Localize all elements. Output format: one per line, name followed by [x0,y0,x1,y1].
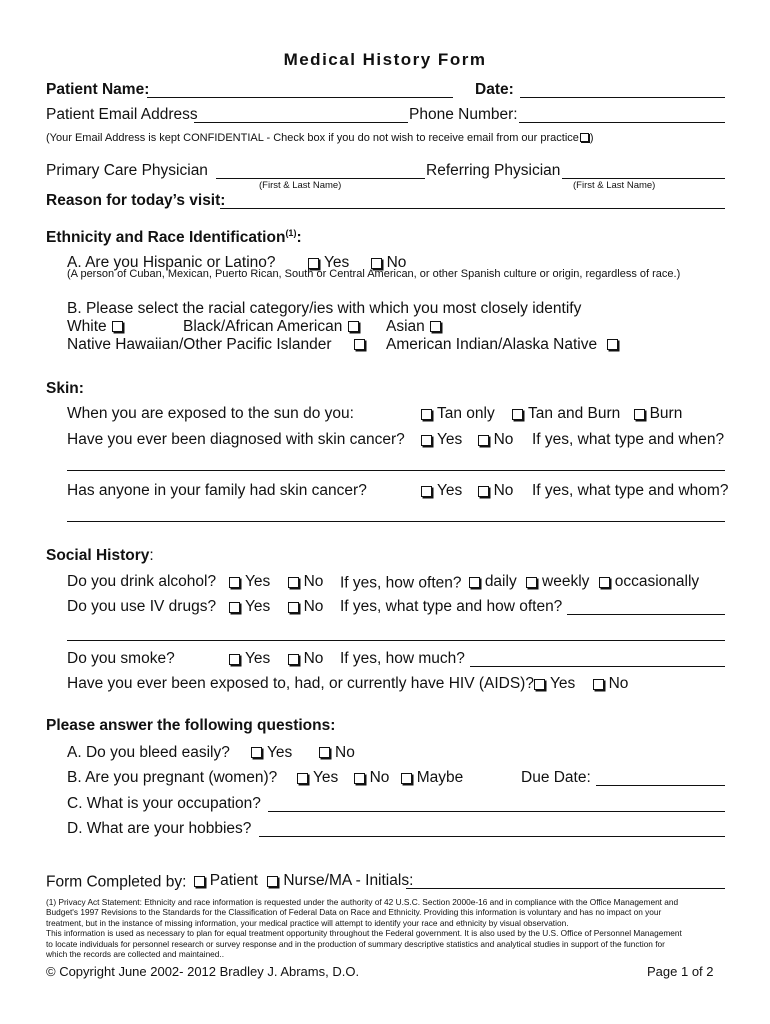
race-black-option[interactable] [183,318,364,336]
weekly-label: weekly [542,573,590,590]
smoke-question: Do you smoke? [67,650,175,667]
iv-yes-option[interactable] [228,598,270,616]
smoke-no-option[interactable] [287,650,324,668]
bleed-yes-label: Yes [267,744,293,761]
iv-no-label: No [303,598,324,615]
skin-cancer-follow: If yes, what type and when? [532,431,725,448]
ethnicity-heading-colon: : [296,229,302,247]
completed-by [46,872,413,892]
skin-cancer-options [420,431,513,451]
footnote-line: which the records are collected and maintained.. [46,949,225,960]
privacy-footnote [46,897,682,959]
iv-yes-label: Yes [245,598,271,615]
referring-hint: (First & Last Name) [573,180,656,191]
referring-label: Referring Physician [426,162,561,179]
iv-no-checkbox[interactable] [288,602,299,613]
footnote-line: to locate individuals for personnel research or survey response and in the production of summary descriptive statistics and analytical studies in support of the function for [46,938,665,949]
family-skin-cancer-follow: If yes, what type and whom? [532,482,729,499]
nurse-checkbox[interactable] [267,876,278,887]
alcohol-yes-option[interactable] [228,573,270,591]
nurse-option[interactable] [266,872,413,890]
smoke-no-label: No [303,650,324,667]
smoke-no-checkbox[interactable] [288,654,299,665]
smoke-yes-checkbox[interactable] [229,654,240,665]
hiv-no-label: No [608,675,629,692]
hispanic-no-checkbox[interactable] [371,258,382,269]
nurse-label: Nurse/MA - Initials: [283,872,414,889]
initials-field[interactable] [406,888,725,889]
iv-question: Do you use IV drugs? [67,598,217,615]
family-yes-label: Yes [437,482,463,499]
family-no-label: No [493,482,514,499]
hiv-yes-label: Yes [550,675,576,692]
hiv-options [533,675,628,695]
hobbies-field[interactable] [259,836,725,837]
copyright: © Copyright June 2002- 2012 Bradley J. Abrams, D.O. [46,964,360,979]
patient-name-label: Patient Name: [46,81,150,98]
hiv-yes-option[interactable] [533,675,575,693]
email-note-text: (Your Email Address is kept CONFIDENTIAL - Check box if you do not wish to receive email from our practice [46,132,579,144]
pregnant-yes-option[interactable] [296,769,338,787]
pcp-hint: (First & Last Name) [259,180,342,191]
phone-label: Phone Number: [409,106,518,123]
skin-cancer-no-label: No [493,431,514,448]
skin-heading: Skin: [46,380,84,397]
family-yes-checkbox[interactable] [421,486,432,497]
race-american-indian-option[interactable] [386,336,623,354]
iv-no-option[interactable] [287,598,324,616]
race-american-indian-checkbox[interactable] [607,339,618,350]
race-asian-checkbox[interactable] [430,321,441,332]
daily-option[interactable] [468,573,517,591]
skin-cancer-question: Have you ever been diagnosed with skin cancer? [67,431,405,448]
family-no-checkbox[interactable] [478,486,489,497]
bleed-yes-option[interactable] [250,744,292,762]
burn-option[interactable] [633,405,683,423]
reason-field[interactable] [220,208,725,209]
tan-only-checkbox[interactable] [421,409,432,420]
race-hawaiian-label: Native Hawaiian/Other Pacific Islander [67,336,332,353]
pcp-field[interactable] [216,178,425,179]
pcp-label: Primary Care Physician [46,162,208,179]
questions-heading: Please answer the following questions: [46,717,336,734]
smoke-answer-field[interactable] [470,666,725,667]
footnote-line: (1) Privacy Act Statement: Ethnicity and race information is requested under the authority of 42 U.S.C. Section 2000e-16 and in compliance with the Office Management and [46,897,679,907]
daily-label: daily [484,573,517,590]
social-heading-colon: : [149,547,154,564]
weekly-option[interactable] [525,573,589,591]
completed-by-label: Form Completed by: [46,873,187,891]
race-question: B. Please select the racial category/ies with which you most closely identify [67,300,582,317]
pregnant-maybe-checkbox[interactable] [401,773,412,784]
burn-label: Burn [649,405,683,422]
family-skin-cancer-question: Has anyone in your family had skin cancer? [67,482,367,499]
email-note-close: ) [589,132,594,144]
weekly-checkbox[interactable] [526,577,537,588]
alcohol-frequency [340,573,699,593]
footnote-line: This information is used as necessary to plan for equal treatment opportunity throughout the Federal government. It is also used by the U.S. Office of Personnel Management [46,928,682,939]
pregnant-maybe-label: Maybe [416,769,464,786]
race-hawaiian-option[interactable] [67,336,370,354]
pregnant-yes-label: Yes [313,769,339,786]
bleed-no-checkbox[interactable] [319,747,330,758]
pregnant-no-option[interactable] [353,769,390,787]
smoke-options [228,650,323,670]
hiv-no-checkbox[interactable] [593,679,604,690]
race-hawaiian-checkbox[interactable] [354,339,365,350]
smoke-yes-option[interactable] [228,650,270,668]
family-skin-cancer-options [420,482,513,502]
social-heading-text: Social History [46,547,150,564]
daily-checkbox[interactable] [469,577,480,588]
patient-label: Patient [209,872,258,889]
iv-options [228,598,323,618]
social-heading [46,547,154,565]
hobbies-question: D. What are your hobbies? [67,820,252,837]
family-no-option[interactable] [477,482,514,500]
alcohol-yes-label: Yes [245,573,271,590]
race-black-checkbox[interactable] [348,321,359,332]
alcohol-options [228,573,323,593]
race-american-indian-label: American Indian/Alaska Native [386,336,598,353]
hispanic-yes-checkbox[interactable] [308,258,319,269]
hiv-yes-checkbox[interactable] [534,679,545,690]
due-date-label: Due Date: [521,769,591,786]
race-white-option[interactable] [67,318,128,336]
hispanic-yes-label: Yes [324,254,350,271]
iv-yes-checkbox[interactable] [229,602,240,613]
alcohol-follow-label: If yes, how often? [340,574,462,592]
pregnant-maybe-option[interactable] [400,769,464,787]
alcohol-question: Do you drink alcohol? [67,573,217,590]
ethnicity-heading [46,228,302,247]
occupation-question: C. What is your occupation? [67,795,261,812]
iv-follow: If yes, what type and how often? [340,598,563,615]
email-label: Patient Email Address [46,106,198,123]
alcohol-no-label: No [303,573,324,590]
pregnant-no-checkbox[interactable] [354,773,365,784]
referring-field[interactable] [562,178,725,179]
hispanic-no-label: No [386,254,407,271]
hiv-no-option[interactable] [592,675,629,693]
skin-cancer-yes-label: Yes [437,431,463,448]
skin-cancer-no-checkbox[interactable] [478,435,489,446]
patient-checkbox[interactable] [194,876,205,887]
sun-options [420,405,682,425]
footnote-ref: (1) [285,228,297,238]
bleed-no-label: No [335,744,355,761]
email-field[interactable] [194,122,408,123]
pregnant-no-label: No [369,769,390,786]
family-skin-cancer-answer-line[interactable] [67,521,725,522]
skin-cancer-yes-option[interactable] [420,431,462,449]
pregnant-question: B. Are you pregnant (women)? [67,769,278,786]
footnote-line: treatment, but in the instance of missing information, your medical practice will attempt to identify your race and ethnicity by visual observation. [46,917,569,928]
patient-option[interactable] [193,872,258,890]
family-yes-option[interactable] [420,482,462,500]
burn-checkbox[interactable] [634,409,645,420]
iv-answer-line[interactable] [67,640,725,641]
race-asian-option[interactable] [386,318,446,336]
footnote-line: Budget's 1997 Revisions to the Standards for the Classification of Federal Data on Race and Ethnicity. Providing this information is voluntary and has no impact on your [46,907,662,918]
smoke-yes-label: Yes [245,650,271,667]
bleed-no-option[interactable] [318,744,355,762]
reason-label: Reason for today’s visit: [46,192,226,209]
smoke-follow: If yes, how much? [340,650,465,667]
bleed-yes-checkbox[interactable] [251,747,262,758]
hispanic-note: (A person of Cuban, Mexican, Puerto Rican, South or Central American, or other Spanish culture or origin, regardless of race.) [67,268,681,280]
patient-name-field[interactable] [147,97,453,98]
email-note [46,132,594,144]
page-number: Page 1 of 2 [647,964,714,979]
alcohol-yes-checkbox[interactable] [229,577,240,588]
alcohol-no-checkbox[interactable] [288,577,299,588]
pregnant-yes-checkbox[interactable] [297,773,308,784]
bleed-question: A. Do you bleed easily? [67,744,230,761]
due-date-field[interactable] [596,785,725,786]
ethnicity-heading-text: Ethnicity and Race Identification [46,229,286,247]
hiv-question: Have you ever been exposed to, had, or currently have HIV (AIDS)? [67,675,534,692]
alcohol-no-option[interactable] [287,573,324,591]
tan-only-label: Tan only [437,405,495,422]
skin-cancer-yes-checkbox[interactable] [421,435,432,446]
occasionally-option[interactable] [598,573,699,591]
skin-cancer-no-option[interactable] [477,431,514,449]
tan-burn-label: Tan and Burn [528,405,621,422]
race-white-label: White [67,318,107,335]
no-email-checkbox[interactable] [580,133,589,142]
occasionally-checkbox[interactable] [599,577,610,588]
phone-field[interactable] [519,122,725,123]
iv-answer-field[interactable] [567,614,725,615]
race-black-label: Black/African American [183,318,343,335]
hispanic-question: A. Are you Hispanic or Latino? [67,254,276,271]
tan-only-option[interactable] [420,405,495,423]
occupation-field[interactable] [268,811,725,812]
date-field[interactable] [520,97,725,98]
tan-burn-checkbox[interactable] [512,409,523,420]
page-title: Medical History Form [283,50,487,69]
tan-burn-option[interactable] [511,405,620,423]
skin-cancer-answer-line[interactable] [67,470,725,471]
pregnant-options [296,769,463,789]
race-white-checkbox[interactable] [112,321,123,332]
occasionally-label: occasionally [614,573,700,590]
race-asian-label: Asian [386,318,425,335]
date-label: Date: [475,81,514,98]
sun-question: When you are exposed to the sun do you: [67,405,354,422]
